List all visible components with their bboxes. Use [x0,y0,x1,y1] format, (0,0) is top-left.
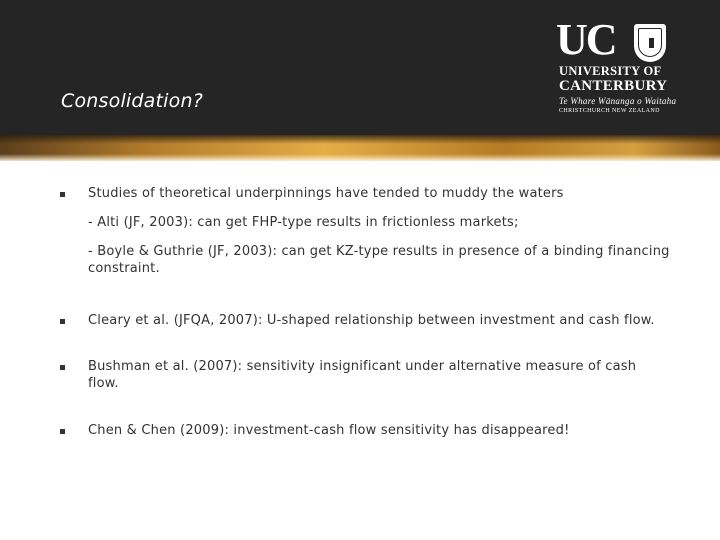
bullet-item [60,358,670,392]
decorative-gold-band [0,135,720,161]
bullet-item [60,422,670,439]
bullet-marker-icon [60,192,65,197]
logo-uc-text: UC [556,15,616,64]
sub-item: - Alti (JF, 2003): can get FHP-type results in frictionless markets; [88,215,519,230]
sub-item: - Boyle & Guthrie (JF, 2003): can get KZ-type results in presence of a binding financing constraint. [88,244,670,276]
slide-content [60,185,670,439]
bullet-item [60,312,670,329]
bullet-marker-icon [60,365,65,370]
bullet-text: Bushman et al. (2007): sensitivity insignificant under alternative measure of cash flow. [88,359,637,391]
bullet-text: Cleary et al. (JFQA, 2007): U-shaped relationship between investment and cash flow. [88,313,655,328]
bullet-text: Chen & Chen (2009): investment-cash flow sensitivity has disappeared! [88,423,570,438]
university-logo [556,15,677,120]
bullet-text: Studies of theoretical underpinnings have tended to muddy the waters [88,186,564,201]
logo-line-university-of: UNIVERSITY OF [559,64,662,78]
bullet-marker-icon [60,429,65,434]
logo-line-canterbury: CANTERBURY [559,78,668,94]
logo-line-location: CHRISTCHURCH NEW ZEALAND [559,108,660,114]
logo-line-maori-name: Te Whare Wānanga o Waitaha [559,96,677,106]
bullet-item [60,185,670,202]
bullet-marker-icon [60,319,65,324]
slide-title: Consolidation? [61,90,203,112]
crest-icon [634,24,666,62]
